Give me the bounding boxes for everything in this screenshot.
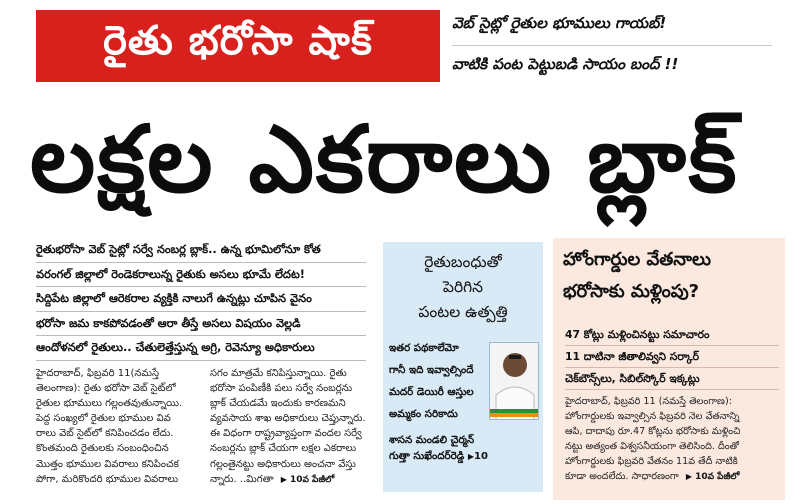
main-headline: లక్షల ఎకరాలు బ్లాక్ bbox=[30, 106, 739, 213]
lead-line: 11 దాటినా జీతాలివ్వని సర్కార్ bbox=[565, 346, 779, 368]
title-line: హోంగార్డుల వేతనాలు bbox=[563, 249, 711, 270]
body-line: సగం మాత్రమే కనిపిస్తున్నాయి. రైతు bbox=[210, 368, 347, 379]
lead-line: ఆందోళనలో రైతులు.. చేతులెత్తేస్తున్న అగ్రి, రెవెన్యూ అధికారులు bbox=[36, 336, 366, 361]
body-line: గల్లంతైనట్టు అధికారులు అంచనా వేస్తు bbox=[210, 458, 356, 470]
lead-summary bbox=[36, 238, 366, 361]
title-line: రైతుబంధుతో bbox=[424, 253, 502, 271]
sidebar-story-title bbox=[389, 250, 537, 325]
body-line: నట్టు అత్యంత విశ్వసనీయంగా తెలిసింది. దీంతో bbox=[565, 441, 739, 453]
attribution-name: గుత్తా సుఖేందర్‌రెడ్డి bbox=[389, 450, 465, 462]
banner-title: రైతు భరోసా షాక్ bbox=[103, 18, 373, 64]
attribution-line: శాసన మండలి చైర్మన్ bbox=[389, 434, 475, 446]
title-line: పంటల ఉత్పత్తి bbox=[418, 303, 508, 321]
body-line-text: కూడా అందలేదు. సాధారణంగా bbox=[565, 471, 679, 483]
page-reference bbox=[468, 451, 488, 462]
continued-on-page bbox=[686, 469, 740, 485]
person-photo bbox=[489, 342, 539, 420]
lead-line: వరంగల్ జిల్లాలో రెండెకరాలున్న రైతుకు అసలు భూమే లేదట! bbox=[36, 263, 366, 288]
triangle-icon: ▶ bbox=[280, 474, 287, 484]
sidebar-story-rythubandhu bbox=[383, 242, 543, 492]
person-photo-icon bbox=[490, 343, 539, 420]
body-line: పోగా, మరికొందరి భూముల వివరాలు bbox=[36, 473, 179, 485]
article-column-a bbox=[36, 366, 206, 487]
body-line: రాలు వెబ్ సైట్‌లో కనిపించడం లేదు. bbox=[36, 428, 174, 440]
sidebar-story-points bbox=[389, 340, 493, 428]
body-line: హోంగార్డులకు ఫిబ్రవరి వేతనం 11వ తేదీ నాటికి bbox=[565, 456, 738, 468]
kicker-line-2: వాటికి పంట పెట్టుబడి సాయం బంద్ !! bbox=[452, 55, 679, 73]
attribution-line bbox=[389, 448, 539, 465]
body-line: ఈ విధంగా రాష్ట్రవ్యాప్తంగా వందల సర్వే bbox=[210, 428, 362, 440]
body-line: భరోసా పంపిణీకి పలు సర్వే నంబర్లను bbox=[210, 383, 353, 395]
body-line: రైతుల భూములు గల్లంతవుతున్నాయి. bbox=[36, 398, 183, 410]
sidebar-story-title bbox=[563, 244, 779, 308]
article-column-b bbox=[210, 366, 378, 488]
point-line: మదర్ డెయిరీ ఆస్తుల bbox=[389, 386, 474, 398]
lead-line: సిద్దిపేట జిల్లాలో ఆరెకరాల వ్యక్తికి నాలుగే ఉన్నట్లు చూపిన వైనం bbox=[36, 287, 366, 312]
body-line bbox=[210, 472, 378, 488]
triangle-icon: ▶ bbox=[467, 452, 475, 461]
point-line: అమ్మకం సరికాదు bbox=[389, 408, 458, 420]
title-line: పెరిగిన bbox=[442, 278, 484, 296]
lead-line: రైతుభరోసా వెబ్ సైట్లో సర్వే నంబర్ల బ్లాక్.. ఉన్న భూమిలోనూ కోత bbox=[36, 238, 366, 263]
body-line: బ్లాక్ చేయడమే ఇందుకు కారణమని bbox=[210, 398, 346, 410]
body-line: తెలంగాణ): రైతు భరోసా వెబ్ సైట్‌లో bbox=[36, 383, 176, 395]
sidebar-story-attribution bbox=[389, 432, 539, 465]
body-line: హైదరాబాద్, ఫిబ్రవరి 11(నమస్తే bbox=[36, 368, 159, 379]
triangle-icon: ▶ bbox=[685, 472, 692, 482]
body-line: హోంగార్డులకు ఇవ్వాల్సిన ఫిబ్రవరి నెల వేతనాన్ని bbox=[565, 411, 740, 423]
sidebar-story-lead bbox=[565, 324, 779, 390]
section-banner bbox=[36, 10, 440, 82]
lead-line: భరోసా జమ కాకపోవడంతో ఆరా తీస్తే అసలు విషయం వెల్లడి bbox=[36, 312, 366, 337]
lead-line: చెక్‌బౌన్స్‌లు, సిబిల్‌స్కోర్ ఇక్కట్లు bbox=[565, 368, 779, 390]
kicker-divider bbox=[452, 45, 772, 46]
point-line: గానీ ఇది ఇవ్వాల్సిందే bbox=[389, 364, 474, 376]
body-line: హైదరాబాద్, ఫిబ్రవరి 11 (నమస్తే తెలంగాణ): bbox=[565, 396, 732, 407]
lead-line: 47 కోట్లు మళ్లించినట్టు సమాచారం bbox=[565, 324, 779, 346]
body-line: కొంతమంది రైతులకు సంబంధించిన bbox=[36, 443, 169, 455]
continued-label: 10వ పేజీలో bbox=[695, 472, 740, 483]
sidebar-story-body bbox=[565, 394, 779, 486]
body-line: ఆపి, దాదాపు రూ.47 కోట్లను భరోసాకు మళ్లించి bbox=[565, 426, 741, 438]
sidebar-story-homeguards bbox=[553, 238, 785, 500]
body-line bbox=[565, 469, 779, 485]
title-line: భరోసాకు మళ్లింపు? bbox=[563, 281, 700, 302]
body-line: మొత్తం భూముల వివరాలు కనిపించక bbox=[36, 458, 179, 470]
body-line: వ్యవసాయ శాఖ అధికారులు చెప్తున్నారు. bbox=[210, 413, 366, 425]
body-line: నంబర్లను బ్లాక్ చేయగా లక్షల ఎకరాలు bbox=[210, 443, 357, 455]
continued-on-page bbox=[281, 472, 335, 488]
point-line: ఇతర పథకాలేమో bbox=[389, 342, 459, 354]
continued-label: 10వ పేజీలో bbox=[289, 474, 335, 485]
body-line: పెద్ద సంఖ్యలో రైతుల భూముల వివ bbox=[36, 413, 171, 425]
page-reference-number: 10 bbox=[474, 451, 488, 462]
body-line-text: న్నారు. ..మిగతా bbox=[210, 473, 274, 485]
kicker-line-1: వెబ్ సైట్లో రైతుల భూములు గాయబ్! bbox=[452, 14, 667, 32]
